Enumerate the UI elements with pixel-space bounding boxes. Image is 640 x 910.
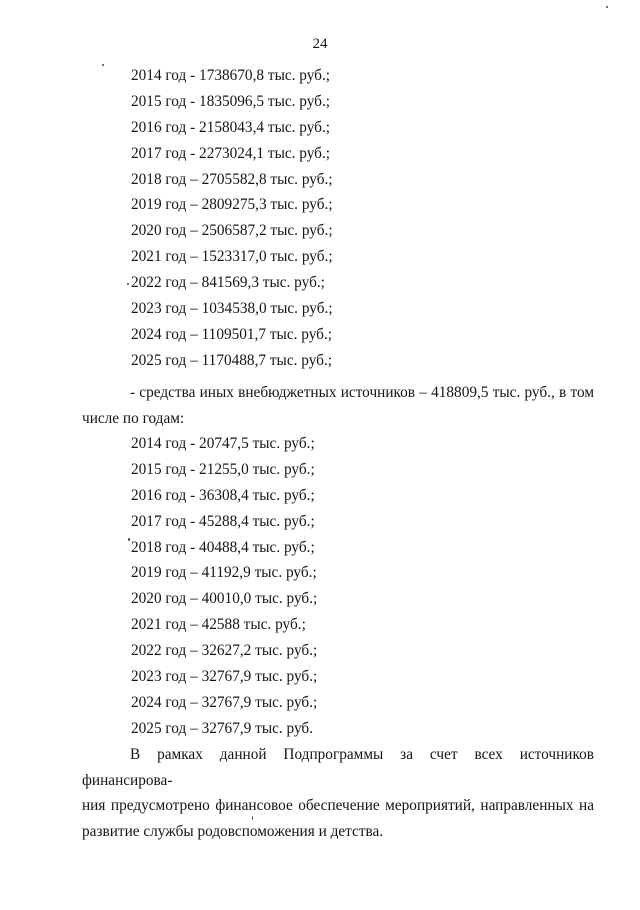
- paragraph-line: ния предусмотрено финансовое обеспечение мероприятий, направленных на: [82, 797, 594, 815]
- paragraph-line: В рамках данной Подпрограммы за счет всех источников финансирова-: [82, 746, 594, 789]
- paragraph-line: развитие службы родовспоможения и детства.: [82, 822, 384, 840]
- list-item: 2014 год - 1738670,8 тыс. руб.;: [131, 67, 331, 84]
- extrabudget-by-year-list: [131, 434, 591, 745]
- paragraph-line: числе по годам:: [82, 409, 185, 427]
- extrabudget-paragraph: [82, 380, 594, 431]
- list-item: 2017 год - 2273024,1 тыс. руб.;: [131, 144, 331, 162]
- list-item: 2018 год – 2705582,8 тыс. руб.;: [131, 170, 333, 188]
- list-item: 2015 год - 1835096,5 тыс. руб.;: [131, 92, 331, 110]
- list-item: 2022 год – 32627,2 тыс. руб.;: [131, 642, 318, 660]
- scan-speck: [252, 816, 253, 820]
- list-item: 2024 год – 32767,9 тыс. руб.;: [131, 693, 318, 711]
- list-item: 2023 год – 32767,9 тыс. руб.;: [131, 668, 318, 686]
- list-item: 2014 год - 20747,5 тыс. руб.;: [131, 435, 315, 452]
- scan-speck: [128, 538, 130, 541]
- page-number: 24: [312, 36, 328, 52]
- paragraph-line: - средства иных внебюджетных источников – 418809,5 тыс. руб., в том: [130, 384, 594, 401]
- list-item: 2018 год - 40488,4 тыс. руб.;: [131, 538, 315, 556]
- list-item: 2023 год – 1034538,0 тыс. руб.;: [131, 300, 333, 318]
- list-item: 2022 год – 841569,3 тыс. руб.;: [131, 274, 325, 292]
- scan-speck: [606, 6, 608, 8]
- list-item: 2021 год – 1523317,0 тыс. руб.;: [131, 248, 333, 266]
- list-item: 2019 год – 41192,9 тыс. руб.;: [131, 564, 317, 582]
- list-item: 2016 год - 36308,4 тыс. руб.;: [131, 486, 315, 504]
- list-item: 2025 год – 1170488,7 тыс. руб.;: [131, 351, 333, 369]
- list-item: 2019 год – 2809275,3 тыс. руб.;: [131, 196, 333, 214]
- final-paragraph: [82, 742, 594, 844]
- list-item: 2024 год – 1109501,7 тыс. руб.;: [131, 325, 333, 343]
- list-item: 2020 год – 2506587,2 тыс. руб.;: [131, 222, 333, 240]
- list-item: 2017 год - 45288,4 тыс. руб.;: [131, 512, 315, 530]
- list-item: 2025 год – 32767,9 тыс. руб.: [131, 719, 314, 737]
- list-item: 2020 год – 40010,0 тыс. руб.;: [131, 590, 318, 608]
- scan-speck: [127, 283, 129, 285]
- list-item: 2015 год - 21255,0 тыс. руб.;: [131, 460, 315, 478]
- list-item: 2016 год - 2158043,4 тыс. руб.;: [131, 118, 331, 136]
- scan-speck: [102, 64, 104, 66]
- list-item: 2021 год – 42588 тыс. руб.;: [131, 616, 306, 634]
- budget-by-year-list: [131, 66, 591, 377]
